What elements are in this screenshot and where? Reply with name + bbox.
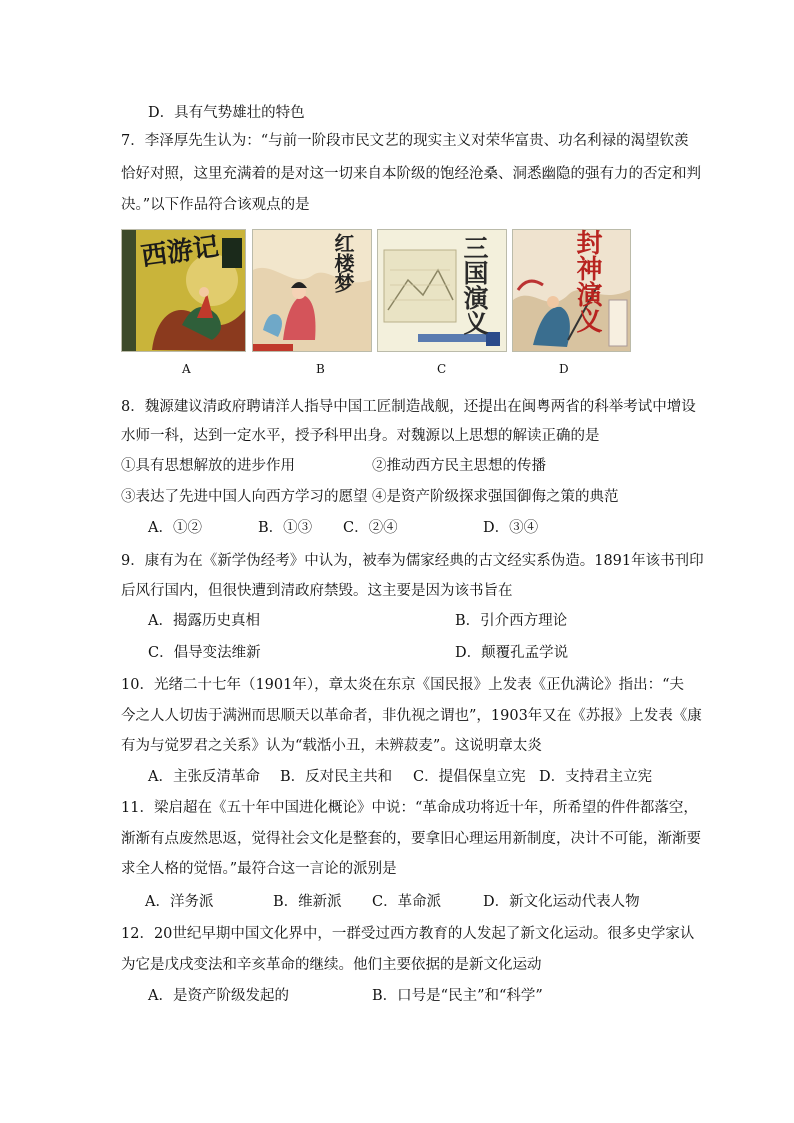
q9-stem-line-2: 后风行国内，但很快遭到清政府禁毁。这主要是因为该书旨在 [121,583,513,599]
q12-stem-line-2: 为它是戊戌变法和辛亥革命的继续。他们主要依据的是新文化运动 [121,957,542,973]
q11-option-b: B．维新派 [273,894,342,910]
q9-stem-line-1: 9．康有为在《新学伪经考》中认为，被奉为儒家经典的古文经实系伪造。1891年该书刊印 [121,553,704,569]
q7-stem-line-3: 决。”以下作品符合该观点的是 [121,197,310,213]
q8-statement-3: ③表达了先进中国人向西方学习的愿望 [121,489,368,505]
q10-stem-line-2: 今之人人切齿于满洲而思顺天以革命者，非仇视之谓也”，1903年又在《苏报》上发表《康 [121,708,702,724]
q6-option-d: D．具有气势雄壮的特色 [148,105,305,121]
q8-option-c: C．②④ [343,520,398,536]
q12-option-a: A．是资产阶级发起的 [148,988,289,1004]
q12-option-b: B．口号是“民主”和“科学” [372,988,543,1004]
q11-option-c: C．革命派 [372,894,442,910]
q10-stem-line-1: 10．光绪二十七年（1901年），章太炎在东京《国民报》上发表《正仇满论》指出：“夫 [121,677,685,693]
q8-option-a: A．①② [148,520,202,536]
cover-d-title: 封神演义 [572,229,602,333]
cover-label-b: B [316,362,325,376]
q7-stem-line-2: 恰好对照，这里充满着的是对这一切来自本阶级的饱经沧桑、洞悉幽隐的强有力的否定和判 [121,166,701,182]
book-covers [121,229,641,355]
q7-stem-line-1: 7．李泽厚先生认为：“与前一阶段市民文艺的现实主义对荣华富贵、功名利禄的渴望钦羡 [121,133,689,149]
q11-option-a: A．洋务派 [145,894,214,910]
q11-stem-line-3: 求全人格的觉悟。”最符合这一言论的派别是 [121,861,397,877]
q10-option-d: D．支持君主立宪 [539,769,653,785]
q8-stem-line-1: 8．魏源建议清政府聘请洋人指导中国工匠制造战舰，还提出在闽粤两省的科举考试中增设 [121,399,696,415]
q8-statement-2: ②推动西方民主思想的传播 [372,458,546,474]
q8-option-b: B．①③ [258,520,313,536]
q9-option-d: D．颠覆孔孟学说 [455,645,569,661]
q10-option-b: B．反对民主共和 [280,769,393,785]
cover-b-title: 红楼梦 [331,233,355,293]
q9-option-b: B．引介西方理论 [455,613,568,629]
q11-option-d: D．新文化运动代表人物 [483,894,640,910]
q8-statement-1: ①具有思想解放的进步作用 [121,458,295,474]
cover-label-c: C [437,362,447,376]
cover-a-title: 西游记 [139,231,221,273]
q8-statement-4: ④是资产阶级探求强国御侮之策的典范 [372,489,619,505]
cover-c-title: 三国演义 [460,235,489,335]
q9-option-a: A．揭露历史真相 [148,613,260,629]
q10-option-a: A．主张反清革命 [148,769,260,785]
q8-option-d: D．③④ [483,520,539,536]
cover-label-d: D [559,362,569,376]
q10-stem-line-3: 有为与觉罗君之关系》认为“载湉小丑，未辨菽麦”。这说明章太炎 [121,738,542,754]
q9-option-c: C．倡导变法维新 [148,645,261,661]
q12-stem-line-1: 12．20世纪早期中国文化界中，一群受过西方教育的人发起了新文化运动。很多史学家认 [121,926,695,942]
q8-stem-line-2: 水师一科，达到一定水平，授予科甲出身。对魏源以上思想的解读正确的是 [121,428,600,444]
q11-stem-line-1: 11．梁启超在《五十年中国进化概论》中说：“革命成功将近十年，所希望的件件都落空， [121,800,698,816]
cover-label-a: A [182,362,191,376]
q11-stem-line-2: 渐渐有点废然思返，觉得社会文化是整套的，要拿旧心理运用新制度，决计不可能，渐渐要 [121,831,701,847]
q10-option-c: C．提倡保皇立宪 [413,769,526,785]
